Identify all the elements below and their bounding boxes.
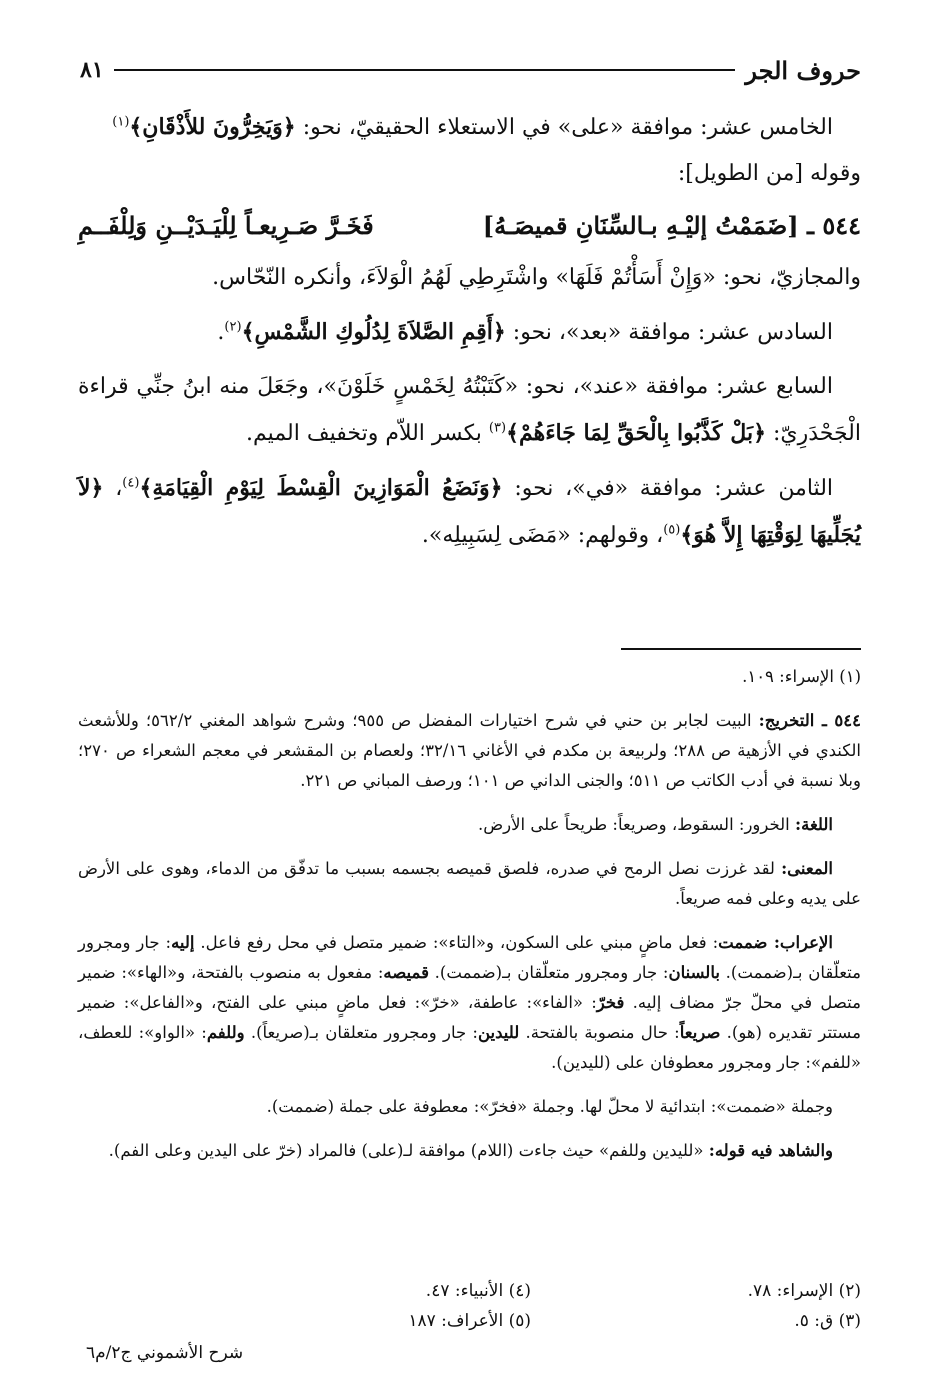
irab-text: : فعل ماضٍ مبني على السكون، و«التاء»: ضمير متصل في محل رفع فاعل. <box>194 933 719 952</box>
irab-label: الإعراب: <box>773 933 833 952</box>
irab-text: : حال منصوبة بالفتحة. <box>519 1023 680 1042</box>
takhrij <box>78 706 861 796</box>
paragraph-majazi: والمجازيّ، نحو: «وَإِنْ أَسَأْتُمْ فَلَهَا» واشْتَرِطِي لَهُمُ الْوَلاَءَ، وأنكره النّحّاس. <box>212 265 861 290</box>
verse-first-hemistich: ٥٤٤ ـ [ضَمَمْتُ إليْـهِ بـالسِّنَانِ قميصَـهُ] <box>482 211 861 240</box>
paragraph-16th <box>78 309 861 356</box>
page-header <box>80 50 861 90</box>
verse-line <box>78 203 861 249</box>
footnote-ref: (٥) <box>663 522 681 538</box>
chapter-title: حروف الجر <box>745 55 861 85</box>
paragraph-15th <box>78 104 861 151</box>
verse-second-hemistich: فَخَـرَّ صَـرِيعـاً لِلْيَـدَيْــنِ وَلِلْفَــمِ <box>78 211 374 240</box>
irab-text: : مفعول به منصوب بالفتحة، و«الهاء»: ضمير متصل في محلّ جرّ مضاف إليه. <box>78 963 861 1012</box>
footnotes-bottom <box>80 1276 861 1336</box>
quran-quote: ﴿أَقِمِ الصَّلاَةَ لِدُلُوكِ الشَّمْسِ﴾ <box>241 319 506 345</box>
lugha-label: اللغة: <box>795 815 833 834</box>
header-rule <box>114 69 736 71</box>
quran-quote: ﴿وَنَضَعُ الْمَوَازِينَ الْقِسْطَ لِيَوْمِ الْقِيَامَةِ﴾ <box>139 475 503 501</box>
lugha-text: الخرور: السقوط، وصريعاً: طريحاً على الأرض. <box>477 815 796 834</box>
irab-text: : «الفاء»: عاطفة، «خرّ»: فعل ماضٍ مبني على الفتح، و«الفاعل»: ضمير مستتر تقديره (هو). <box>78 993 861 1042</box>
text: بكسر اللاّم وتخفيف الميم. <box>246 421 489 446</box>
takhrij-label: ٥٤٤ ـ التخريج: <box>758 711 861 730</box>
irab-text: : جار ومجرور متعلّقان بـ(ضممت). <box>78 933 861 982</box>
irab-word: قميصه <box>383 963 429 982</box>
volume-signature: شرح الأشموني ج٢/م٦ <box>86 1343 244 1363</box>
irab-word: فخرّ <box>596 993 625 1012</box>
irab-word: وللفم <box>206 1023 245 1042</box>
shahid-label: والشاهد فيه قوله: <box>708 1141 833 1160</box>
footnote-5: (٥) الأعراف: ١٨٧ <box>408 1311 531 1331</box>
footnote-row <box>80 1306 861 1336</box>
footnote-2: (٢) الإسراء: ٧٨. <box>747 1281 861 1301</box>
irab <box>78 928 861 1078</box>
text: الخامس عشر: موافقة «على» في الاستعلاء الحقيقيّ، نحو: <box>295 115 833 140</box>
paragraph-17th <box>78 364 861 457</box>
paragraph-18th <box>78 465 861 559</box>
irab-text: : «الواو»: للعطف، «للفم»: جار ومجرور معطوفان على (لليدين). <box>78 1023 861 1072</box>
maana <box>78 854 861 914</box>
text: . <box>217 320 225 345</box>
lugha <box>78 810 861 840</box>
irab-word: ضممت <box>718 933 774 952</box>
quran-quote: ﴿وَيَخِرُّونَ للأَذْقَانِ﴾ <box>129 114 296 140</box>
footnote-separator <box>621 648 861 650</box>
footnote-row <box>80 1276 861 1306</box>
text: ، وقولهم: «مَضَى لِسَبِيلِه». <box>421 523 664 548</box>
irab-word: لليدين <box>477 1023 520 1042</box>
jumla: وجملة «ضممت»: ابتدائية لا محلّ لها. وجملة «فخرّ»: معطوفة على جملة (ضممت). <box>266 1097 833 1116</box>
paragraph-verse-intro: وقوله [من الطويل]: <box>677 161 861 186</box>
notes-section <box>78 662 861 1180</box>
footnote-4: (٤) الأنبياء: ٤٧. <box>425 1281 531 1301</box>
irab-text: : جار ومجرور متعلقان بـ(صريعاً). <box>244 1023 478 1042</box>
page-number: ٨١ <box>80 57 104 83</box>
footnote-ref: (٤) <box>122 475 140 491</box>
footnote-1: (١) الإسراء: ١٠٩. <box>742 667 861 686</box>
main-text <box>78 104 861 559</box>
irab-word: بالسنان <box>668 963 720 982</box>
text: الثامن عشر: موافقة «في»، نحو: <box>502 476 834 501</box>
text: ، <box>103 476 123 501</box>
takhrij-text: البيت لجابر بن حني في شرح اختيارات المفضل ص ٩٥٥؛ وشرح شواهد المغني ٥٦٢/٢؛ وللأشعث الكندي في الأزهية ص ٢٨٨؛ ولربيعة بن مكدم في الأغاني ٣٢/١٦؛ ولعصام بن المقشعر في معجم الشعراء ص ٢٧٠؛ وبلا نسبة في أدب الكاتب ص ٥١١؛ والجنى الداني ص ١٠١؛ ورصف المباني ص ٢٢١. <box>78 711 861 790</box>
irab-word: صريعاً <box>679 1023 721 1042</box>
quran-quote: ﴿بَلْ كَذَّبُوا بِالْحَقِّ لِمَا جَاءَهُمْ﴾ <box>506 420 766 446</box>
footnote-ref: (٣) <box>488 420 507 436</box>
irab-text: : جار ومجرور متعلّقان بـ(ضممت). <box>428 963 669 982</box>
shahid-text: «لليدين وللفم» حيث جاءت (اللام) موافقة لـ(على) فالمراد (خرّ على اليدين وعلى الفم). <box>108 1141 709 1160</box>
shahid <box>78 1136 861 1166</box>
irab-word: إليه <box>171 933 195 952</box>
footnote-ref: (١) <box>112 114 130 130</box>
footnote-ref: (٢) <box>224 319 242 335</box>
maana-text: لقد غرزت نصل الرمح في صدره، فلصق قميصه بجسمه بسبب ما تدفّق من الدماء، وهوى على الأرض على يديه وعلى فمه صريعاً. <box>78 859 861 908</box>
maana-label: المعنى: <box>781 859 833 878</box>
text: السابع عشر: موافقة «عند»، نحو: «كَتَبْتُهُ لِخَمْسٍ خَلَوْنَ»، وجَعَلَ منه ابنُ جنِّي قراءة الْجَحْدَرِيّ: <box>78 374 861 446</box>
footnote-3: (٣) ق: ٥. <box>794 1311 861 1331</box>
quran-quote: ﴿لاَ يُجَلِّيهَا لِوَقْتِهَا إِلاَّ هُوَ﴾ <box>78 475 861 548</box>
text: السادس عشر: موافقة «بعد»، نحو: <box>505 320 833 345</box>
